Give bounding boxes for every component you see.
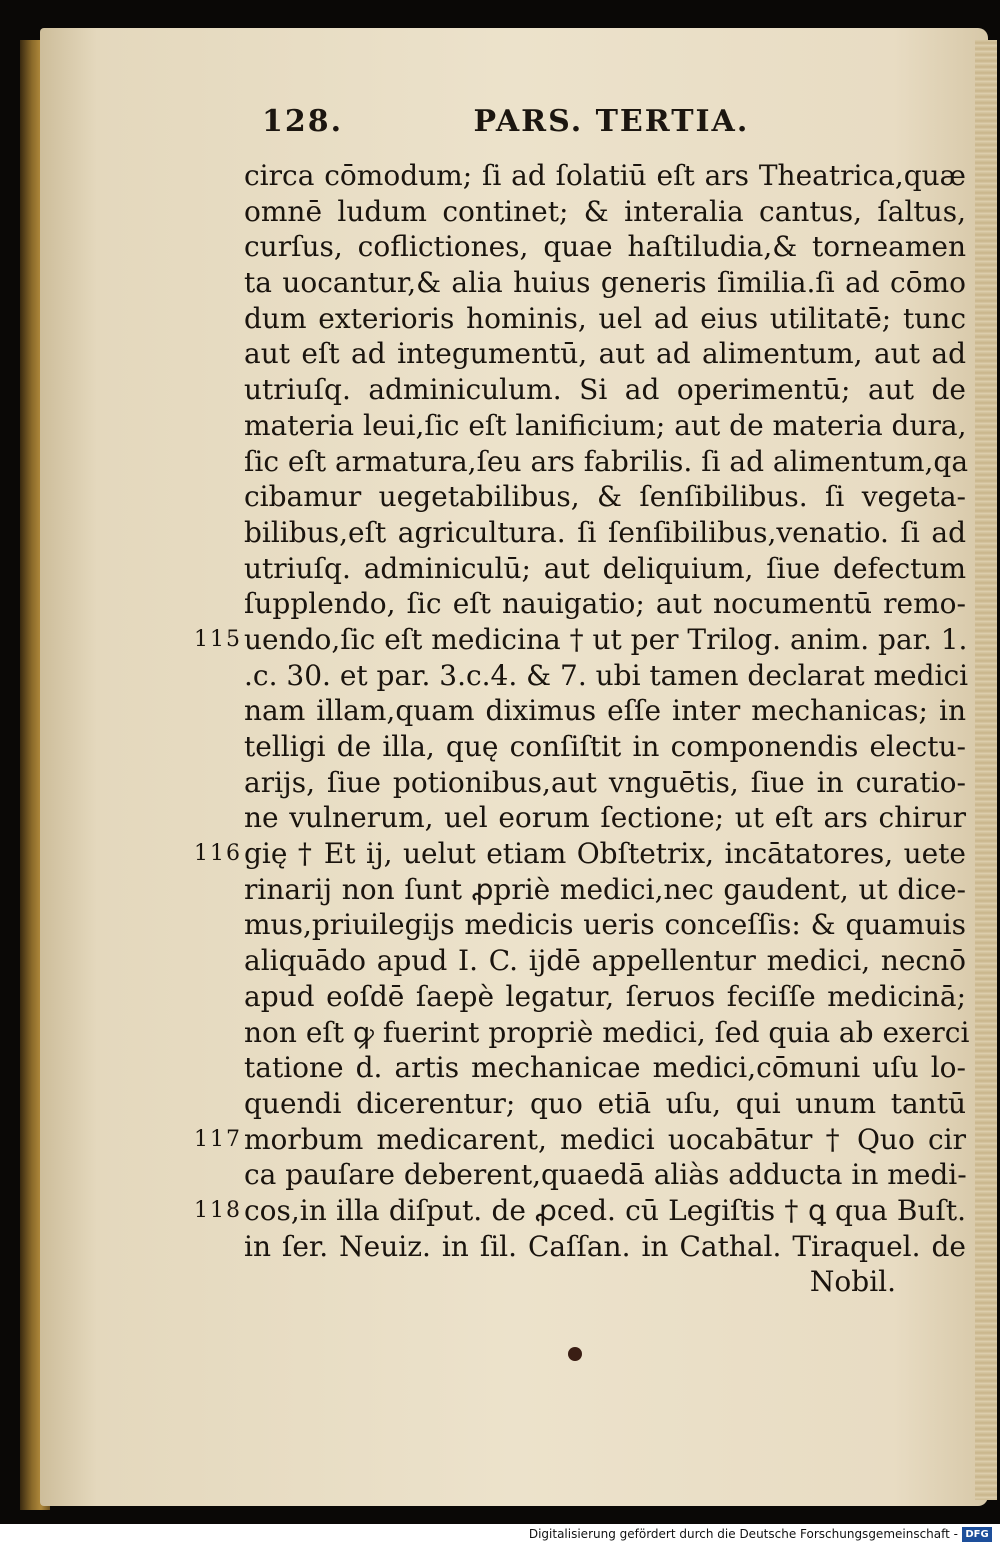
footer-bar: [0, 1524, 1000, 1546]
line-text: rinarij non ſunt ꝓpriè medici,nec gaudent, ut dice-: [244, 872, 966, 906]
marginal-note-number: 115: [194, 626, 242, 652]
text-line: [244, 1015, 970, 1051]
text-line: [244, 479, 966, 515]
text-line: [244, 765, 966, 801]
line-text: utriuſq. adminiculum. Si ad operimentū; aut de: [244, 373, 966, 407]
marginal-note-number: 117: [194, 1126, 242, 1152]
text-line: [244, 408, 966, 444]
line-text: tatione d. artis mechanicae medici,cōmuni uſu lo-: [244, 1051, 966, 1085]
text-line: [244, 729, 966, 765]
text-line: [244, 515, 966, 551]
line-text: bilibus,eſt agricultura. ſi ſenſibilibus,venatio. ſi ad: [244, 515, 966, 549]
line-text: aut eſt ad integumentū, aut ad alimentum, aut ad: [244, 337, 966, 371]
text-line: [244, 693, 966, 729]
text-line: [244, 872, 966, 908]
text-line: [194, 1193, 966, 1229]
text-line: [244, 551, 966, 587]
marginal-note-number: 118: [194, 1197, 242, 1223]
text-line: [244, 194, 966, 230]
line-text: dum exterioris hominis, uel ad eius utilitatē; tunc: [244, 301, 966, 335]
line-text: materia leui,ſic eſt lanificium; aut de materia dura,: [244, 408, 967, 442]
text-line: [244, 336, 966, 372]
line-text: in ſer. Neuiz. in ſil. Caſſan. in Cathal. Tiraquel. de: [244, 1229, 966, 1263]
text-line: [194, 836, 966, 872]
line-text: ſic eſt armatura,ſeu ars fabrilis. ſi ad alimentum,qa: [244, 444, 969, 478]
text-line: [194, 622, 968, 658]
text-line: [244, 158, 966, 194]
text-line: [244, 658, 969, 694]
text-block: [194, 158, 970, 1300]
line-text: gię † Et ij, uelut etiam Obſtetrix, incātatores, uete: [244, 837, 966, 871]
line-text: omnē ludum continet; & interalia cantus, ſaltus,: [244, 194, 966, 228]
line-text: cos,in illa diſput. de ꝓced. cū Legiſtis † ꝗ qua Buſt.: [244, 1193, 966, 1227]
text-line: [244, 229, 966, 265]
line-text: aliquādo apud I. C. ijdē appellentur medici, necnō: [244, 944, 966, 978]
line-text: quendi dicerentur; quo etiā uſu, qui unum tantū: [244, 1086, 966, 1120]
line-text: ta uocantur,& alia huius generis ſimilia.ſi ad cōmo: [244, 266, 966, 300]
line-text: mus,priuilegijs medicis ueris conceſſis: & quamuis: [244, 908, 966, 942]
marginal-note-number: 116: [194, 841, 242, 867]
line-text: non eſt ꝙ fuerint propriè medici, ſed quia ab exerci: [244, 1015, 970, 1049]
text-line: [244, 943, 966, 979]
text-line: [244, 372, 966, 408]
dfg-logo: DFG: [962, 1527, 992, 1542]
text-line: [244, 800, 966, 836]
text-line: [244, 1086, 966, 1122]
line-text: telligi de illa, quę conſiſtit in componendis electu-: [244, 730, 966, 763]
line-text: ne vulnerum, uel eorum ſectione; ut eſt ars chirur: [244, 801, 966, 835]
footer-credit: Digitalisierung gefördert durch die Deutsche Forschungsgemeinschaft -: [528, 1527, 958, 1541]
text-line: [244, 907, 966, 943]
page-number: 128.: [262, 104, 344, 139]
line-text: nam illam,quam diximus eſſe inter mechanicas; in: [244, 694, 966, 728]
line-text: cibamur uegetabilibus, & ſenſibilibus. ſi vegeta-: [244, 480, 966, 514]
text-line: [244, 586, 966, 622]
text-line: [244, 1157, 966, 1193]
line-text: ſupplendo, ſic eſt nauigatio; aut nocumentū remo-: [244, 587, 966, 621]
text-line: [244, 1229, 966, 1265]
line-text: uendo,ſic eſt medicina † ut per Trilog. anim. par. 1.: [244, 622, 968, 656]
page-stack-edge: [975, 40, 997, 1500]
text-line: [194, 1122, 966, 1158]
running-title: PARS. TERTIA.: [473, 104, 750, 139]
line-text: utriuſq. adminiculū; aut deliquium, ſiue defectum: [244, 551, 966, 585]
line-text: curſus, coflictiones, quae haſtiludia,& torneamen: [244, 230, 966, 264]
running-head: [262, 104, 749, 139]
ornament-dot: [568, 1347, 582, 1361]
line-text: ca pauſare deberent,quaedā aliàs adducta in medi-: [244, 1158, 967, 1192]
line-text: arijs, ſiue potionibus,aut vnguētis, ſiue in curatio-: [244, 765, 966, 799]
text-line: [244, 301, 966, 337]
text-line: [244, 1264, 966, 1300]
line-text: Nobil.: [809, 1265, 896, 1299]
text-line: [244, 444, 969, 480]
line-text: circa cōmodum; ſi ad ſolatiū eſt ars Theatrica,quæ: [244, 159, 966, 192]
text-line: [244, 979, 966, 1015]
line-text: morbum medicarent, medici uocabātur † Quo cir: [244, 1122, 966, 1156]
line-text: apud eoſdē ſaepè legatur, ſeruos feciſſe medicinā;: [244, 979, 966, 1013]
line-text: .c. 30. et par. 3.c.4. & 7. ubi tamen declarat medici: [244, 658, 969, 692]
text-line: [244, 1050, 966, 1086]
text-line: [244, 265, 966, 301]
